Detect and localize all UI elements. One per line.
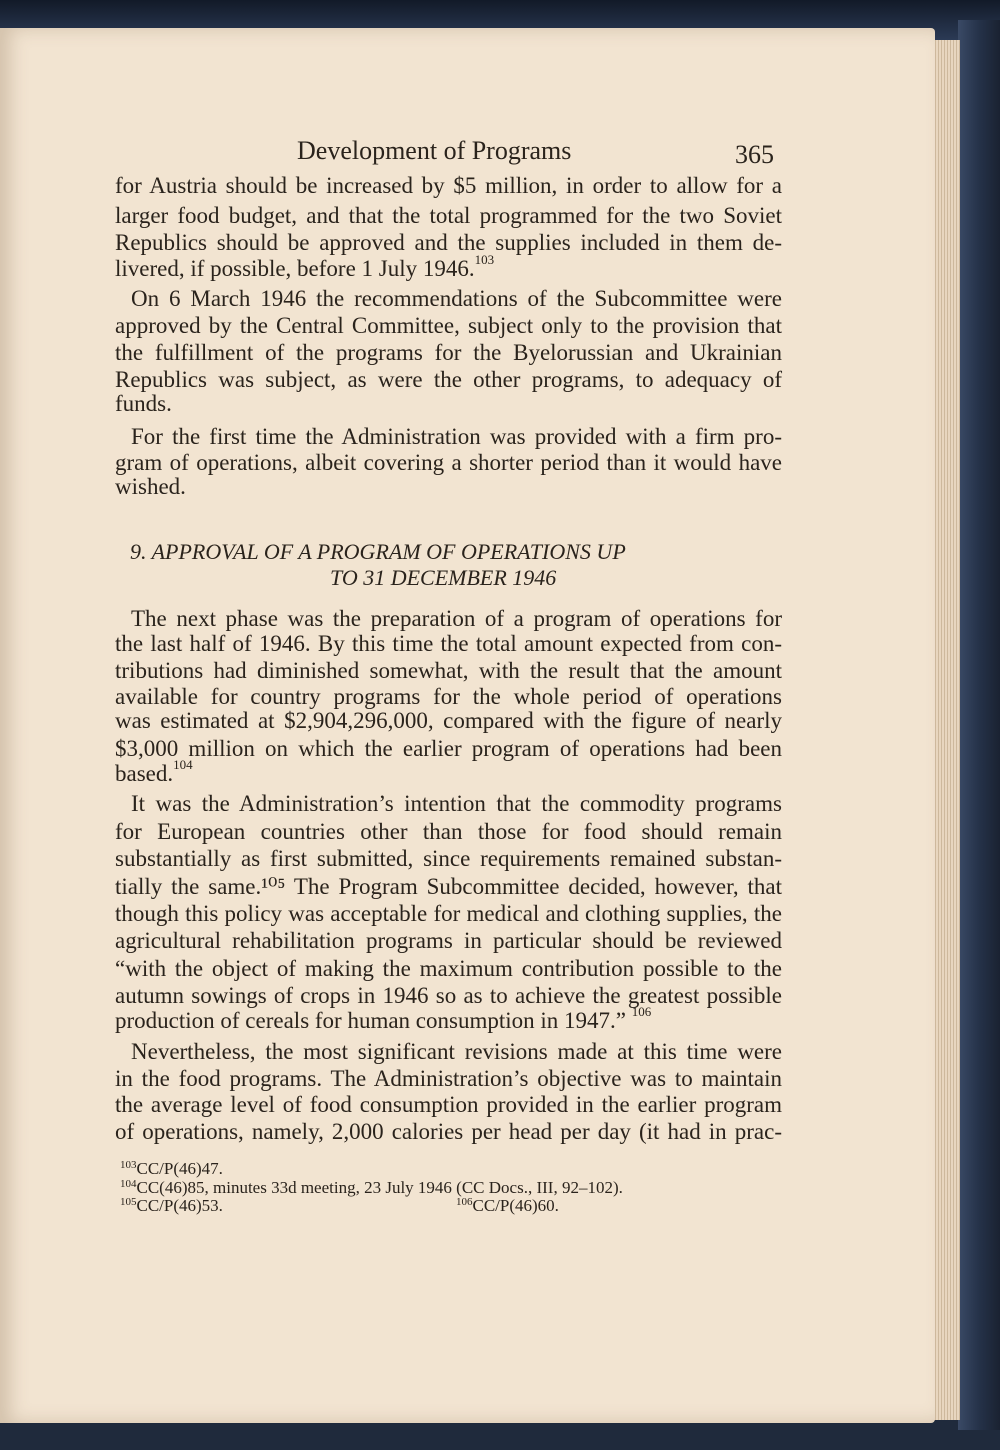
text-line-content: the fulfillment of the programs for the Byelorussian and Ukrainian [115, 340, 782, 365]
text-line-content: On 6 March 1946 the recommendations of the Subcommittee were [131, 286, 782, 311]
text-line-content: The next phase was the preparation of a program of operations for [131, 606, 782, 631]
text-line [115, 606, 782, 632]
text-line [115, 901, 782, 927]
section-heading-line-1: 9. APPROVAL OF A PROGRAM OF OPERATIONS UP [130, 539, 626, 564]
text-line [115, 684, 782, 710]
text-line-content: based. [115, 761, 174, 786]
text-line-content: production of cereals for human consumption in 1947.” [115, 1008, 632, 1033]
footnote-text: CC(46)85, minutes 33d meeting, 23 July 1946 (CC Docs., III, 92–102). [136, 1178, 623, 1197]
text-line [115, 819, 782, 845]
text-line [115, 230, 782, 256]
text-line-content: It was the Administration’s intention that the commodity programs [131, 791, 782, 816]
text-line-content: For the first time the Administration was provided with a firm pro- [131, 424, 782, 449]
text-line [115, 1004, 782, 1034]
text-line [115, 631, 782, 657]
text-line [115, 367, 782, 393]
text-line-content: the last half of 1946. By this time the total amount expected from con- [115, 631, 782, 656]
text-line [115, 1092, 782, 1118]
text-line-content: $3,000 million on which the earlier program of operations had been [115, 736, 782, 761]
book-cover-right [958, 20, 1000, 1430]
text-line-content: Republics should be approved and the supplies included in them de- [115, 230, 782, 255]
text-line [115, 791, 782, 817]
footnote-text: CC/P(46)60. [472, 1196, 559, 1215]
footnote-text: CC/P(46)53. [136, 1196, 223, 1215]
footnote-103 [120, 1159, 223, 1179]
text-line-content: gram of operations, albeit covering a shorter period than it would have [115, 450, 782, 475]
text-line [115, 983, 782, 1009]
text-line-content: approved by the Central Committee, subject only to the provision that [115, 313, 782, 338]
text-line-content: the average level of food consumption provided in the earlier program [115, 1092, 782, 1117]
text-line-content: substantially as first submitted, since requirements remained substan- [115, 846, 782, 871]
footnote-number: 105 [120, 1196, 137, 1208]
text-line-content: agricultural rehabilitation programs in particular should be reviewed [115, 928, 782, 953]
text-line-content: wished. [115, 474, 186, 499]
text-line [115, 1119, 782, 1145]
text-line-content: was estimated at $2,904,296,000, compared with the figure of nearly [115, 708, 782, 733]
footnote-104 [120, 1178, 623, 1198]
text-line-content: for Austria should be increased by $5 million, in order to allow for a [115, 173, 782, 198]
text-line-content: for European countries other than those for food should remain [115, 819, 782, 844]
book-page [0, 28, 935, 1423]
running-title: Development of Programs [297, 136, 572, 165]
text-line-content: tially the same.¹⁰⁵ The Program Subcommittee decided, however, that [115, 874, 782, 899]
section-heading-line-2: TO 31 DECEMBER 1946 [330, 565, 557, 590]
footnote-106 [456, 1196, 559, 1216]
text-line-content: available for country programs for the whole period of operations [115, 684, 782, 709]
page-number: 365 [735, 140, 774, 169]
text-line [115, 286, 782, 312]
text-line-content: larger food budget, and that the total programmed for the two Soviet [115, 203, 782, 228]
text-line [115, 391, 782, 417]
text-line-content: “with the object of making the maximum contribution possible to the [115, 956, 782, 981]
text-line [115, 1066, 782, 1092]
text-line [115, 173, 782, 199]
text-line-content: funds. [115, 391, 172, 416]
text-line [115, 846, 782, 872]
footnote-reference: 104 [173, 757, 193, 772]
footnote-reference: 103 [474, 252, 495, 267]
text-line [115, 757, 782, 787]
text-line [115, 1039, 782, 1065]
text-line-content: Nevertheless, the most significant revisions made at this time were [131, 1039, 782, 1064]
footnote-number: 103 [120, 1159, 137, 1171]
text-line-content: Republics was subject, as were the other programs, to adequacy of [115, 367, 782, 392]
text-line-content: in the food programs. The Administration’s objective was to maintain [115, 1066, 782, 1091]
text-line [115, 203, 782, 229]
text-line [115, 658, 782, 684]
text-line [115, 424, 782, 450]
footnote-reference: 106 [631, 1004, 652, 1019]
text-line [115, 313, 782, 339]
text-line [115, 474, 782, 500]
text-line-content: livered, if possible, before 1 July 1946. [115, 256, 475, 281]
footnote-number: 106 [456, 1196, 473, 1208]
text-line-content: though this policy was acceptable for medical and clothing supplies, the [115, 901, 782, 926]
text-line [115, 450, 782, 476]
text-line [115, 874, 782, 900]
text-line [115, 928, 782, 954]
footnote-text: CC/P(46)47. [136, 1159, 223, 1178]
text-line-content: of operations, namely, 2,000 calories per head per day (it had in prac- [115, 1119, 782, 1144]
text-line-content: tributions had diminished somewhat, with the result that the amount [115, 658, 782, 683]
text-line [115, 708, 782, 734]
text-line [115, 252, 782, 282]
text-line-content: autumn sowings of crops in 1946 so as to achieve the greatest possible [115, 983, 782, 1008]
footnote-number: 104 [120, 1178, 137, 1190]
text-line [115, 956, 782, 982]
text-line [115, 340, 782, 366]
text-line [115, 736, 782, 762]
footnote-105 [120, 1196, 223, 1216]
